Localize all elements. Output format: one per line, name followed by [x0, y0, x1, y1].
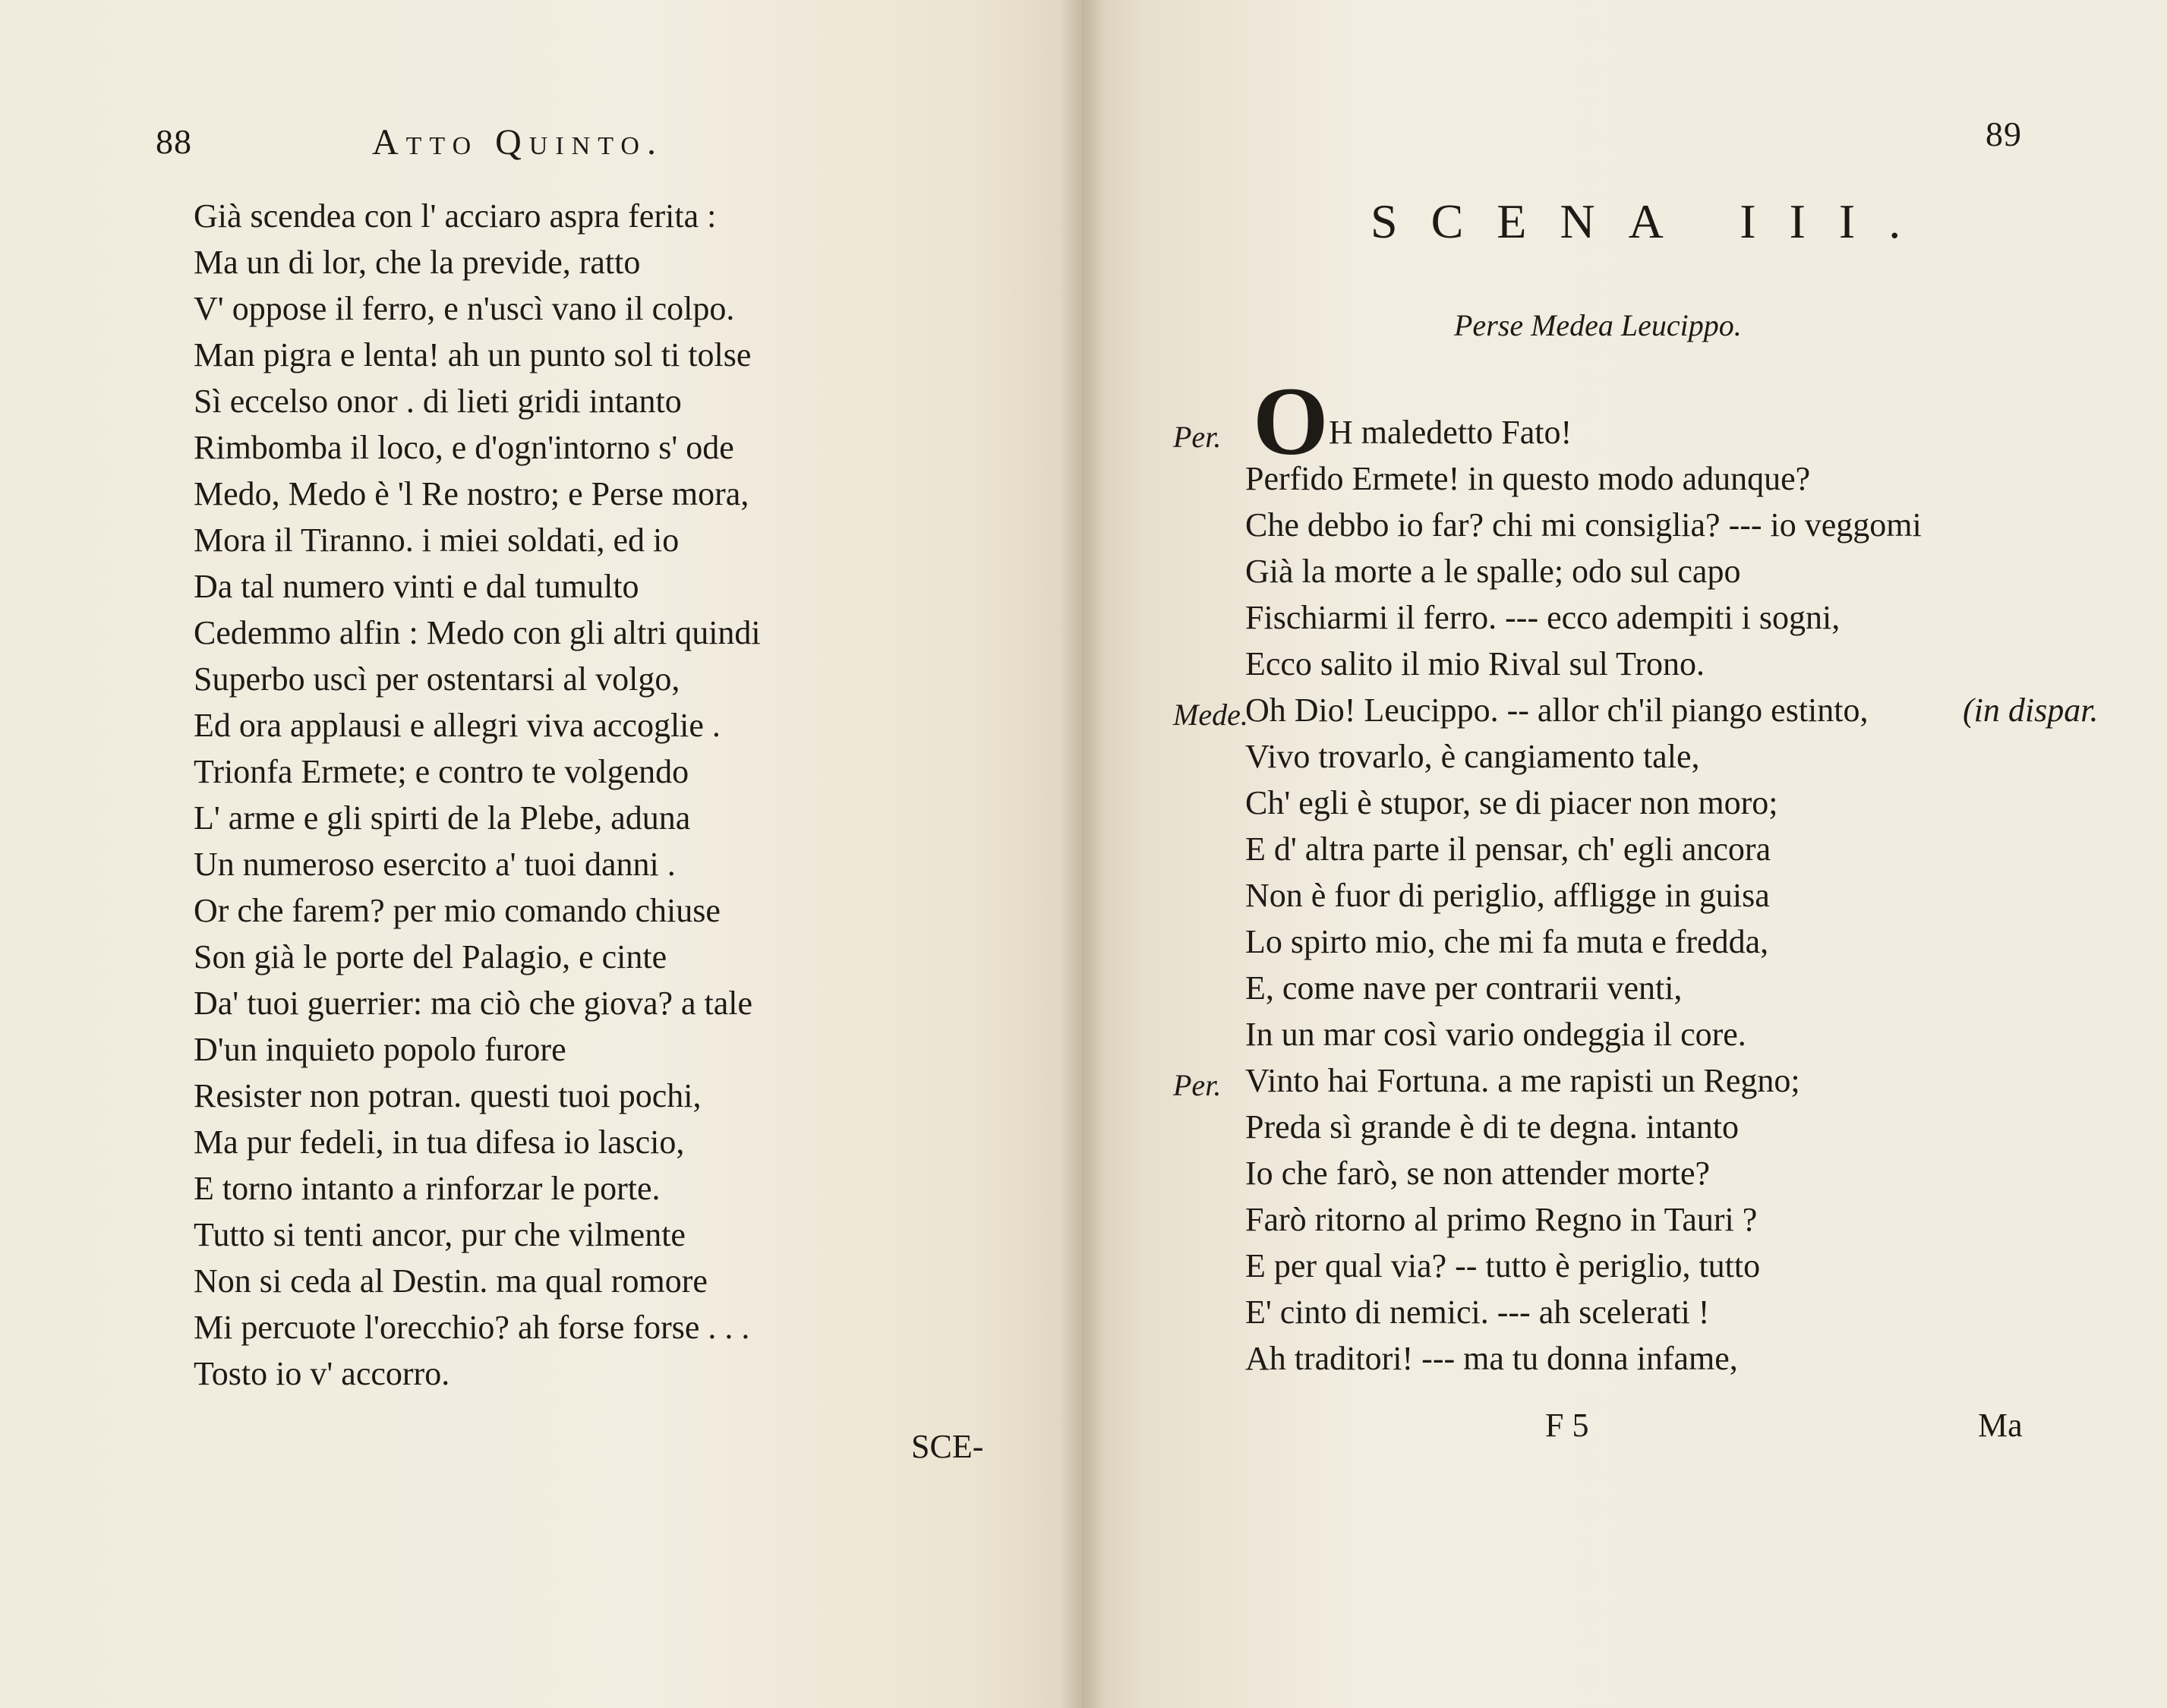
verse-line: Farò ritorno al primo Regno in Tauri ?	[1245, 1201, 1758, 1238]
verse-line: Cedemmo alfin : Medo con gli altri quindi	[194, 614, 761, 651]
verse-line: Mi percuote l'orecchio? ah forse forse . . .	[194, 1309, 750, 1346]
right-page	[1082, 0, 2167, 1708]
verse-line: E torno intanto a rinforzar le porte.	[194, 1170, 661, 1207]
verse-line: Già la morte a le spalle; odo sul capo	[1245, 553, 1741, 590]
verse-line: Da' tuoi guerrier: ma ciò che giova? a tale	[194, 985, 753, 1022]
verse-line: Ecco salito il mio Rival sul Trono.	[1245, 645, 1705, 682]
verse-line: Un numeroso esercito a' tuoi danni .	[194, 846, 676, 883]
verse-line: Io che farò, se non attender morte?	[1245, 1155, 1711, 1192]
verse-line: Ah traditori! --- ma tu donna infame,	[1245, 1340, 1738, 1377]
verse-line: Non è fuor di periglio, affligge in guisa	[1245, 877, 1770, 914]
verse-line: Superbo uscì per ostentarsi al volgo,	[194, 660, 680, 698]
verse-line: E per qual via? -- tutto è periglio, tutto	[1245, 1247, 1761, 1284]
verse-line: Da tal numero vinti e dal tumulto	[194, 568, 639, 605]
speaker-label: Per.	[1173, 1068, 1222, 1102]
speaker-label: Per.	[1173, 420, 1222, 454]
verse-line: Rimbomba il loco, e d'ogn'intorno s' ode	[194, 429, 734, 466]
scene-title: SCENA III.	[1371, 194, 1935, 248]
drop-cap: O	[1253, 367, 1329, 475]
signature-mark: F 5	[1545, 1407, 1589, 1444]
verse-line: Vivo trovarlo, è cangiamento tale,	[1245, 738, 1700, 775]
verse-line: Trionfa Ermete; e contro te volgendo	[194, 753, 689, 790]
left-catchword: SCE-	[911, 1428, 984, 1465]
verse-line: H maledetto Fato!	[1329, 414, 1572, 451]
right-catchword: Ma	[1978, 1407, 2023, 1444]
verse-line: Perfido Ermete! in questo modo adunque?	[1245, 460, 1811, 497]
verse-line: Già scendea con l' acciaro aspra ferita :	[194, 197, 717, 235]
verse-line: Ed ora applausi e allegri viva accoglie .	[194, 707, 721, 744]
verse-line: Son già le porte del Palagio, e cinte	[194, 938, 667, 975]
left-running-head: Atto Quinto.	[372, 122, 664, 162]
verse-line: Lo spirto mio, che mi fa muta e fredda,	[1245, 923, 1769, 960]
verse-line: E' cinto di nemici. --- ah scelerati !	[1245, 1294, 1710, 1331]
verse-line: Ma un di lor, che la previde, ratto	[194, 244, 641, 281]
verse-line: Oh Dio! Leucippo. -- allor ch'il piango estinto,	[1245, 692, 1869, 729]
verse-line: Or che farem? per mio comando chiuse	[194, 892, 721, 929]
verse-line: Man pigra e lenta! ah un punto sol ti tolse	[194, 336, 752, 373]
left-page	[0, 0, 1082, 1708]
verse-line: Ch' egli è stupor, se di piacer non moro;	[1245, 784, 1778, 821]
verse-line: Vinto hai Fortuna. a me rapisti un Regno;	[1245, 1062, 1800, 1099]
verse-line: Resister non potran. questi tuoi pochi,	[194, 1077, 702, 1114]
verse-line: D'un inquieto popolo furore	[194, 1031, 566, 1068]
speaker-label: Mede.	[1173, 698, 1248, 732]
right-page-number: 89	[1986, 115, 2022, 153]
verse-line: Tutto si tenti ancor, pur che vilmente	[194, 1216, 686, 1253]
verse-line: E d' altra parte il pensar, ch' egli ancora	[1245, 830, 1771, 868]
verse-line: In un mar così vario ondeggia il core.	[1245, 1016, 1746, 1053]
verse-line: Preda sì grande è di te degna. intanto	[1245, 1108, 1740, 1145]
verse-line: V' oppose il ferro, e n'uscì vano il colpo.	[194, 290, 735, 327]
verse-line: E, come nave per contrarii venti,	[1245, 969, 1683, 1007]
verse-line: Medo, Medo è 'l Re nostro; e Perse mora,	[194, 475, 749, 512]
stage-direction-aside: (in dispar.	[1963, 692, 2099, 729]
verse-line: Ma pur fedeli, in tua difesa io lascio,	[194, 1123, 685, 1161]
verse-line: Sì eccelso onor . di lieti gridi intanto	[194, 383, 682, 420]
scene-characters: Perse Medea Leucippo.	[1454, 308, 1742, 342]
verse-line: Mora il Tiranno. i miei soldati, ed io	[194, 522, 680, 559]
verse-line: Che debbo io far? chi mi consiglia? --- io veggomi	[1245, 506, 1922, 544]
verse-line: L' arme e gli spirti de la Plebe, aduna	[194, 799, 691, 837]
verse-line: Fischiarmi il ferro. --- ecco adempiti i sogni,	[1245, 599, 1841, 636]
verse-line: Non si ceda al Destin. ma qual romore	[194, 1262, 708, 1300]
left-page-number: 88	[156, 122, 192, 161]
verse-line: Tosto io v' accorro.	[194, 1355, 450, 1392]
